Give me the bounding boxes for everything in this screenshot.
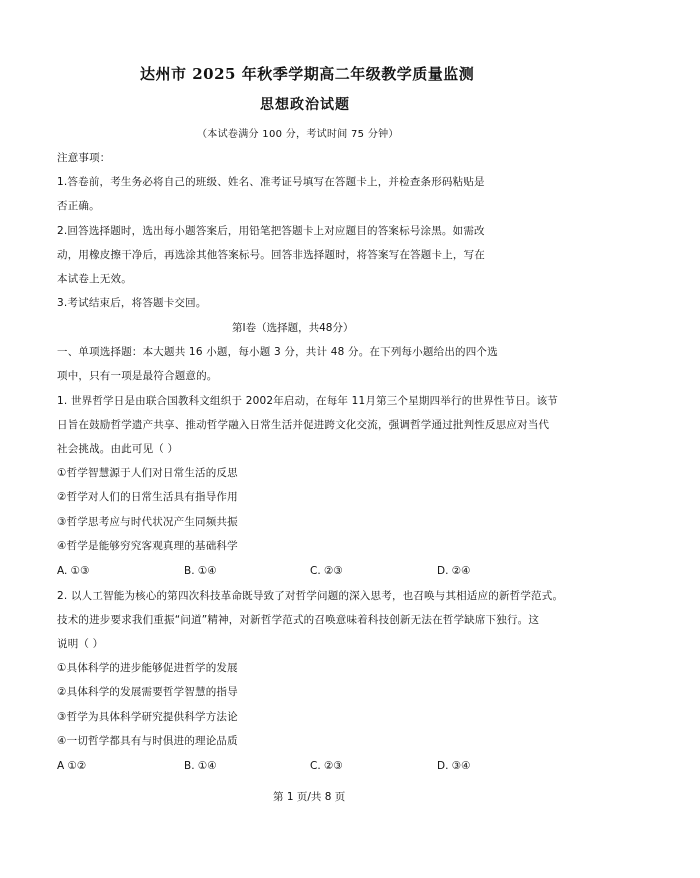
option-c: C. ②③ bbox=[310, 760, 343, 772]
section-intro-line: 一、单项选择题：本大题共 16 小题，每小题 3 分，共计 48 分。在下列每小题给出的四个选 bbox=[57, 346, 498, 358]
option-d: D. ②④ bbox=[437, 565, 471, 577]
answer-options bbox=[57, 565, 537, 579]
option-a: A ①② bbox=[57, 760, 87, 772]
exam-subject: 思想政治试题 bbox=[260, 97, 350, 113]
instruction-line: 3.考试结束后，将答题卡交回。 bbox=[57, 297, 207, 309]
question-stem-line: 技术的进步要求我们重振“问道”精神，对新哲学范式的召唤意味着科技创新无法在哲学缺席下独行。这 bbox=[57, 614, 540, 626]
exam-note: （本试卷满分 100 分，考试时间 75 分钟） bbox=[197, 129, 399, 140]
instruction-line: 动，用橡皮擦干净后，再选涂其他答案标号。回答非选择题时，将答案写在答题卡上，写在 bbox=[57, 249, 485, 261]
question-stem-line: 说明（ ） bbox=[57, 638, 104, 650]
exam-title: 达州市 2025 年秋季学期高二年级教学质量监测 bbox=[140, 65, 475, 83]
statement: ④一切哲学都具有与时俱进的理论品质 bbox=[57, 735, 238, 747]
option-b: B. ①④ bbox=[184, 760, 217, 772]
instruction-line: 否正确。 bbox=[57, 200, 100, 212]
statement: ①具体科学的进步能够促进哲学的发展 bbox=[57, 662, 238, 674]
instruction-line: 2.回答选择题时，选出每小题答案后，用铅笔把答题卡上对应题目的答案标号涂黑。如需改 bbox=[57, 225, 485, 237]
option-b: B. ①④ bbox=[184, 565, 217, 577]
statement: ④哲学是能够穷究客观真理的基础科学 bbox=[57, 540, 238, 552]
statement: ③哲学为具体科学研究提供科学方法论 bbox=[57, 711, 238, 723]
option-c: C. ②③ bbox=[310, 565, 343, 577]
instruction-line: 1.答卷前，考生务必将自己的班级、姓名、准考证号填写在答题卡上，并检查条形码粘贴是 bbox=[57, 176, 485, 188]
statement: ①哲学智慧源于人们对日常生活的反思 bbox=[57, 467, 238, 479]
statement: ②哲学对人们的日常生活具有指导作用 bbox=[57, 491, 238, 503]
instruction-line: 本试卷上无效。 bbox=[57, 273, 132, 285]
answer-options bbox=[57, 760, 537, 774]
question-stem-line: 2. 以人工智能为核心的第四次科技革命既导致了对哲学问题的深入思考，也召唤与其相适应的新哲学范式。 bbox=[57, 590, 564, 602]
option-d: D. ③④ bbox=[437, 760, 471, 772]
section-intro-line: 项中，只有一项是最符合题意的。 bbox=[57, 370, 218, 382]
statement: ③哲学思考应与时代状况产生同频共振 bbox=[57, 516, 238, 528]
section-title: 第Ⅰ卷（选择题，共48分） bbox=[232, 322, 354, 334]
page-number: 第 1 页/共 8 页 bbox=[273, 791, 346, 803]
statement: ②具体科学的发展需要哲学智慧的指导 bbox=[57, 686, 238, 698]
option-a: A. ①③ bbox=[57, 565, 90, 577]
instructions-heading: 注意事项： bbox=[57, 152, 111, 164]
question-stem-line: 社会挑战。由此可见（ ） bbox=[57, 443, 179, 455]
question-stem-line: 1. 世界哲学日是由联合国教科文组织于 2002年启动，在每年 11月第三个星期四举行的世界性节日。该节 bbox=[57, 395, 559, 407]
question-stem-line: 日旨在鼓励哲学遗产共享、推动哲学融入日常生活并促进跨文化交流，强调哲学通过批判性反思应对当代 bbox=[57, 419, 550, 431]
